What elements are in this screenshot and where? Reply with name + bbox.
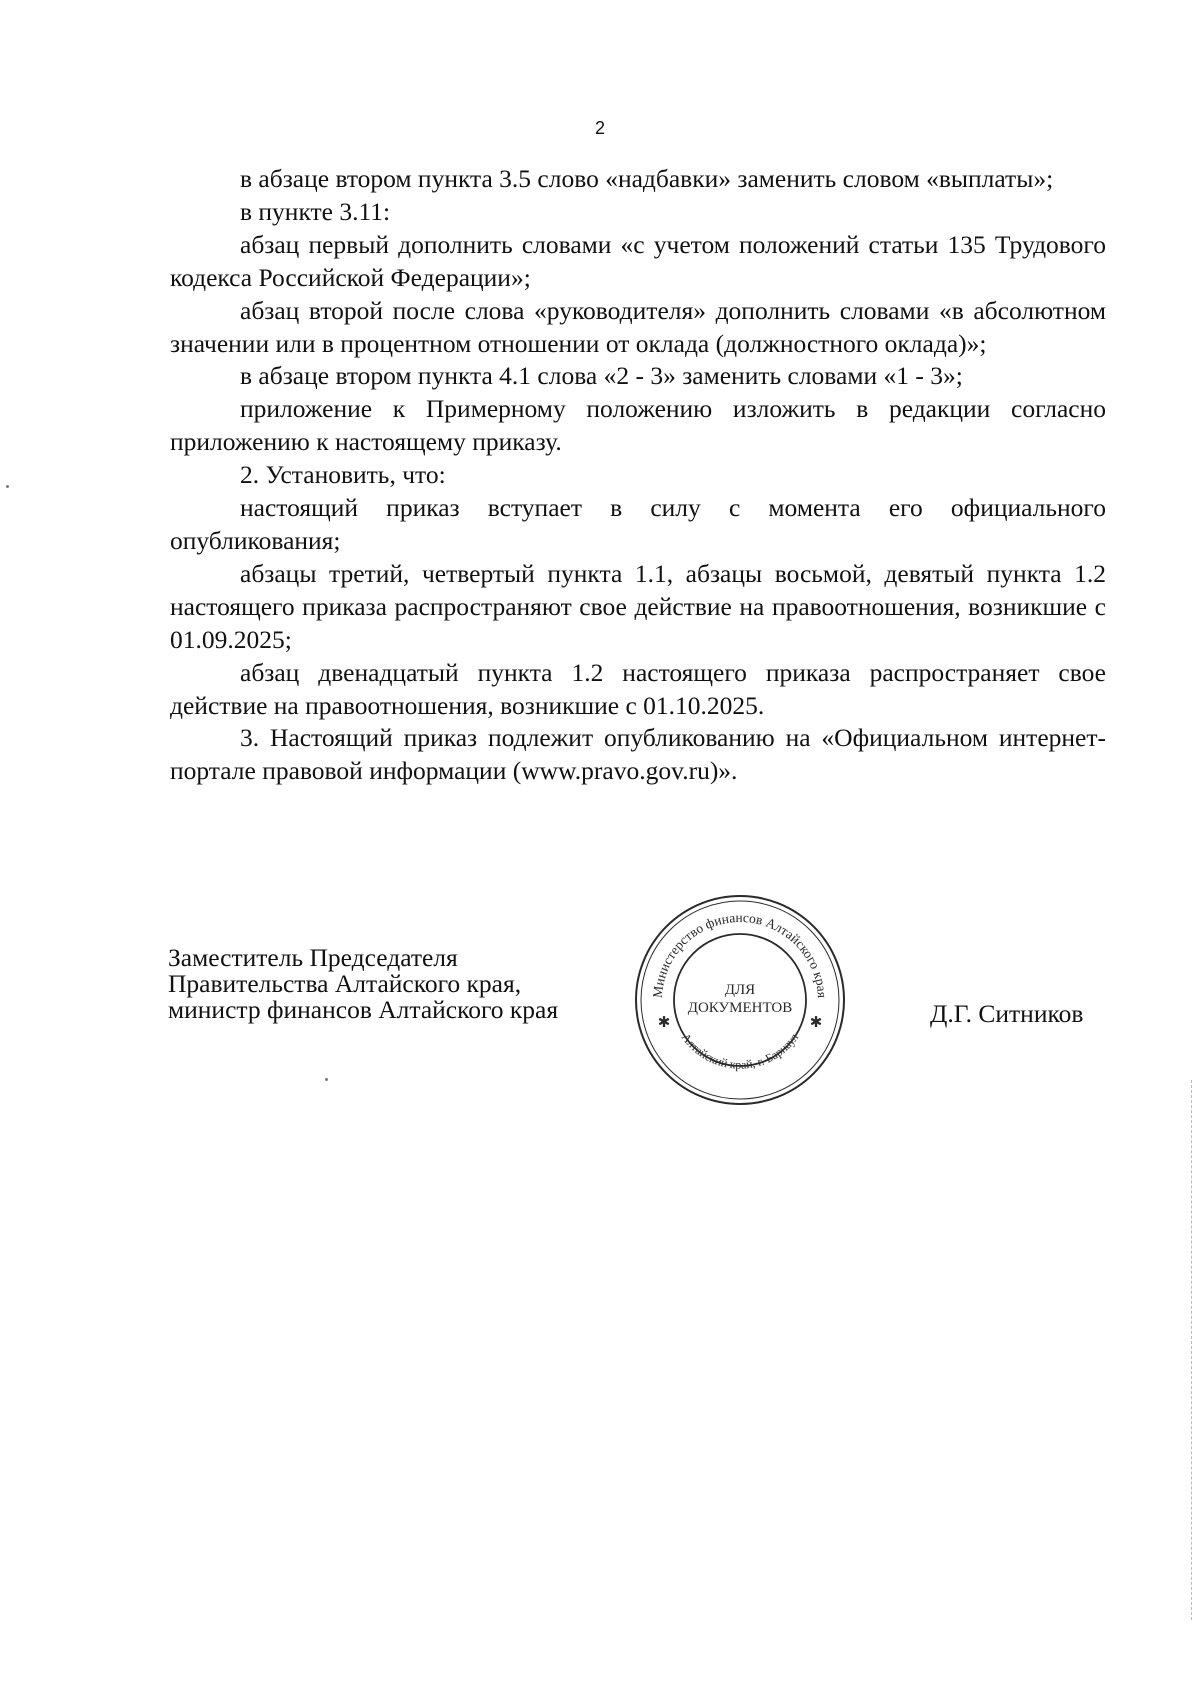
- seal-star-icon: ✱: [657, 1015, 671, 1031]
- seal-outer-text: Министерство финансов Алтайского края: [649, 909, 831, 999]
- position-line: Правительства Алтайского края,: [168, 969, 522, 998]
- seal-star-icon: ✱: [809, 1015, 823, 1031]
- scan-edge-artifact: [1190, 1080, 1192, 1620]
- paragraph: абзац двенадцатый пункта 1.2 настоящего приказа распространяет свое действие на правоотношения, возникшие с 01.10.2025.: [170, 657, 1106, 720]
- paragraph: приложение к Примерному положению изложить в редакции согласно приложению к настоящему приказу.: [170, 394, 1106, 457]
- paragraph: настоящий приказ вступает в силу с момента его официального опубликования;: [170, 493, 1106, 555]
- paragraph: абзац второй после слова «руководителя» дополнить словами «в абсолютном значении или в процентном отношении от оклада (должностного оклада)»;: [170, 295, 1106, 358]
- signatory-position: [168, 945, 638, 1023]
- seal-center-line: ДОКУМЕНТОВ: [687, 1000, 793, 1016]
- scan-speck: [6, 485, 9, 488]
- paragraph: абзац первый дополнить словами «с учетом положений статьи 135 Трудового кодекса Российской Федерации»;: [170, 229, 1106, 292]
- page-number: 2: [594, 118, 605, 138]
- position-line: министр финансов Алтайского края: [168, 995, 559, 1024]
- paragraph: абзацы третий, четвертый пункта 1.1, абзацы восьмой, девятый пункта 1.2 настоящего приказа распространяют свое действие на правоотношения, возникшие с 01.09.2025;: [170, 558, 1106, 654]
- seal-center-line: ДЛЯ: [724, 982, 756, 998]
- document-body: [170, 163, 1106, 788]
- paragraph: в абзаце втором пункта 3.5 слово «надбавки» заменить словом «выплаты»;: [240, 164, 1054, 193]
- paragraph: в пункте 3.11:: [240, 196, 391, 226]
- seal-bottom-text: Алтайский край, г. Барнаул: [678, 1030, 802, 1072]
- signer-name: Д.Г. Ситников: [930, 999, 1084, 1028]
- official-seal: [630, 890, 850, 1110]
- svg-text:Алтайский край, г. Барнаул: [679, 1030, 801, 1071]
- paragraph: 3. Настоящий приказ подлежит опубликованию на «Официальном интернет-портале правовой информации (www.pravo.gov.ru)».: [170, 723, 1106, 786]
- scan-speck: [325, 1078, 328, 1081]
- paragraph: 2. Установить, что:: [240, 460, 446, 490]
- paragraph: в абзаце втором пункта 4.1 слова «2 - 3» заменить словами «1 - 3»;: [240, 361, 963, 391]
- position-line: Заместитель Председателя: [168, 943, 458, 972]
